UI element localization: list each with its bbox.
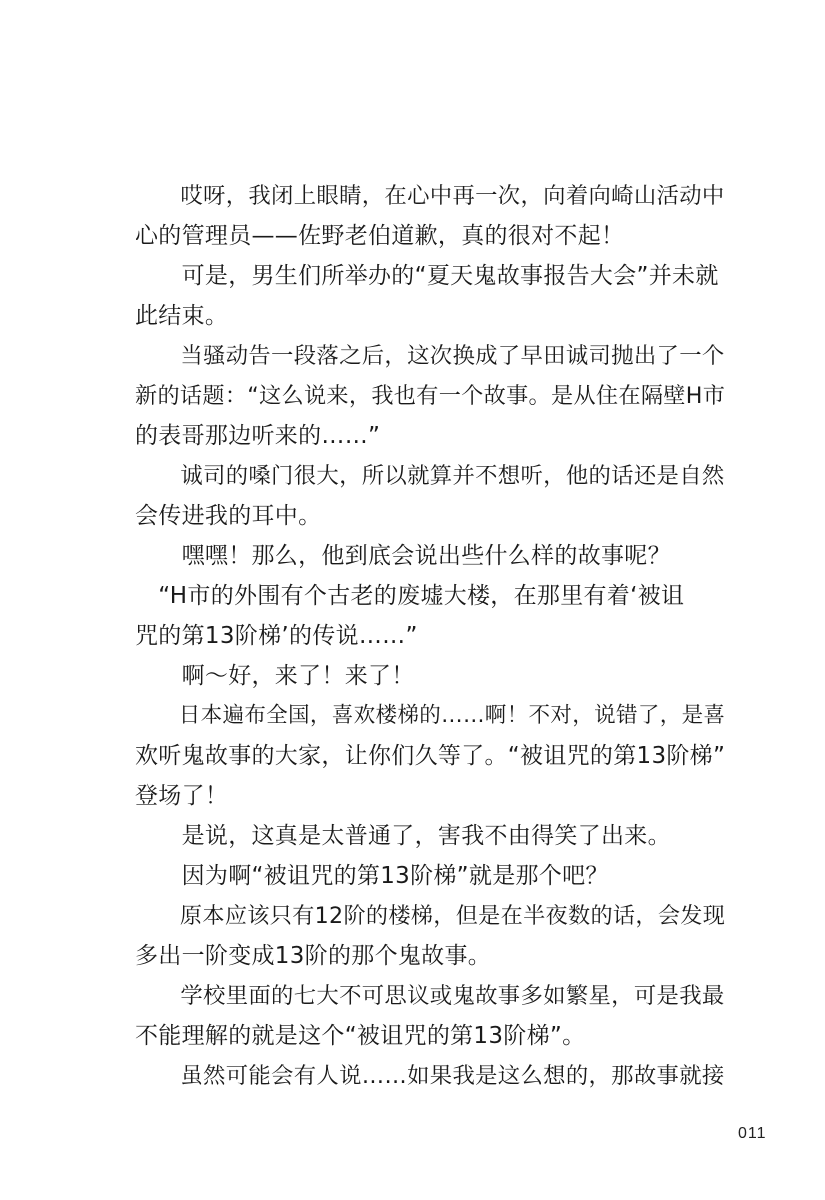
text-line: 新的话题：“这么说来，我也有一个故事。是从住在隔壁H市 bbox=[135, 383, 726, 409]
text-line: 可是，男生们所举办的“夏天鬼故事报告大会”并未就 bbox=[135, 263, 719, 289]
text-line: 原本应该只有12阶的楼梯，但是在半夜数的话，会发现 bbox=[135, 903, 726, 929]
text-line: 会传进我的耳中。 bbox=[135, 503, 322, 529]
page-number: 011 bbox=[738, 1125, 767, 1142]
text-line: 多出一阶变成13阶的那个鬼故事。 bbox=[135, 943, 492, 969]
text-line: 当骚动告一段落之后，这次换成了早田诚司抛出了一个 bbox=[135, 343, 725, 369]
text-line: 虽然可能会有人说……如果我是这么想的，那故事就接 bbox=[135, 1063, 725, 1089]
text-line: 心的管理员——佐野老伯道歉，真的很对不起！ bbox=[135, 223, 625, 249]
text-line: 诚司的嗓门很大，所以就算并不想听，他的话还是自然 bbox=[135, 463, 725, 489]
text-line: 嘿嘿！那么，他到底会说出些什么样的故事呢？ bbox=[135, 543, 671, 569]
text-line: 是说，这真是太普通了，害我不由得笑了出来。 bbox=[135, 823, 671, 849]
text-line: 此结束。 bbox=[135, 303, 229, 329]
text-line: 啊～好，来了！来了！ bbox=[135, 663, 415, 689]
text-line: 咒的第13阶梯’的传说……” bbox=[135, 623, 418, 649]
text-line: “H市的外围有个古老的废墟大楼，在那里有着‘被诅 bbox=[135, 583, 685, 609]
text-line: 学校里面的七大不可思议或鬼故事多如繁星，可是我最 bbox=[135, 983, 725, 1009]
text-line: 因为啊“被诅咒的第13阶梯”就是那个吧？ bbox=[135, 863, 609, 889]
text-line: 日本遍布全国，喜欢楼梯的……啊！不对，说错了，是喜 bbox=[135, 703, 726, 728]
text-line: 不能理解的就是这个“被诅咒的第13阶梯”。 bbox=[135, 1023, 586, 1049]
text-line: 的表哥那边听来的……” bbox=[135, 423, 381, 449]
text-line: 登场了！ bbox=[135, 783, 229, 809]
text-line: 哎呀，我闭上眼睛，在心中再一次，向着向崎山活动中 bbox=[135, 183, 725, 209]
text-line: 欢听鬼故事的大家，让你们久等了。“被诅咒的第13阶梯” bbox=[135, 743, 726, 769]
